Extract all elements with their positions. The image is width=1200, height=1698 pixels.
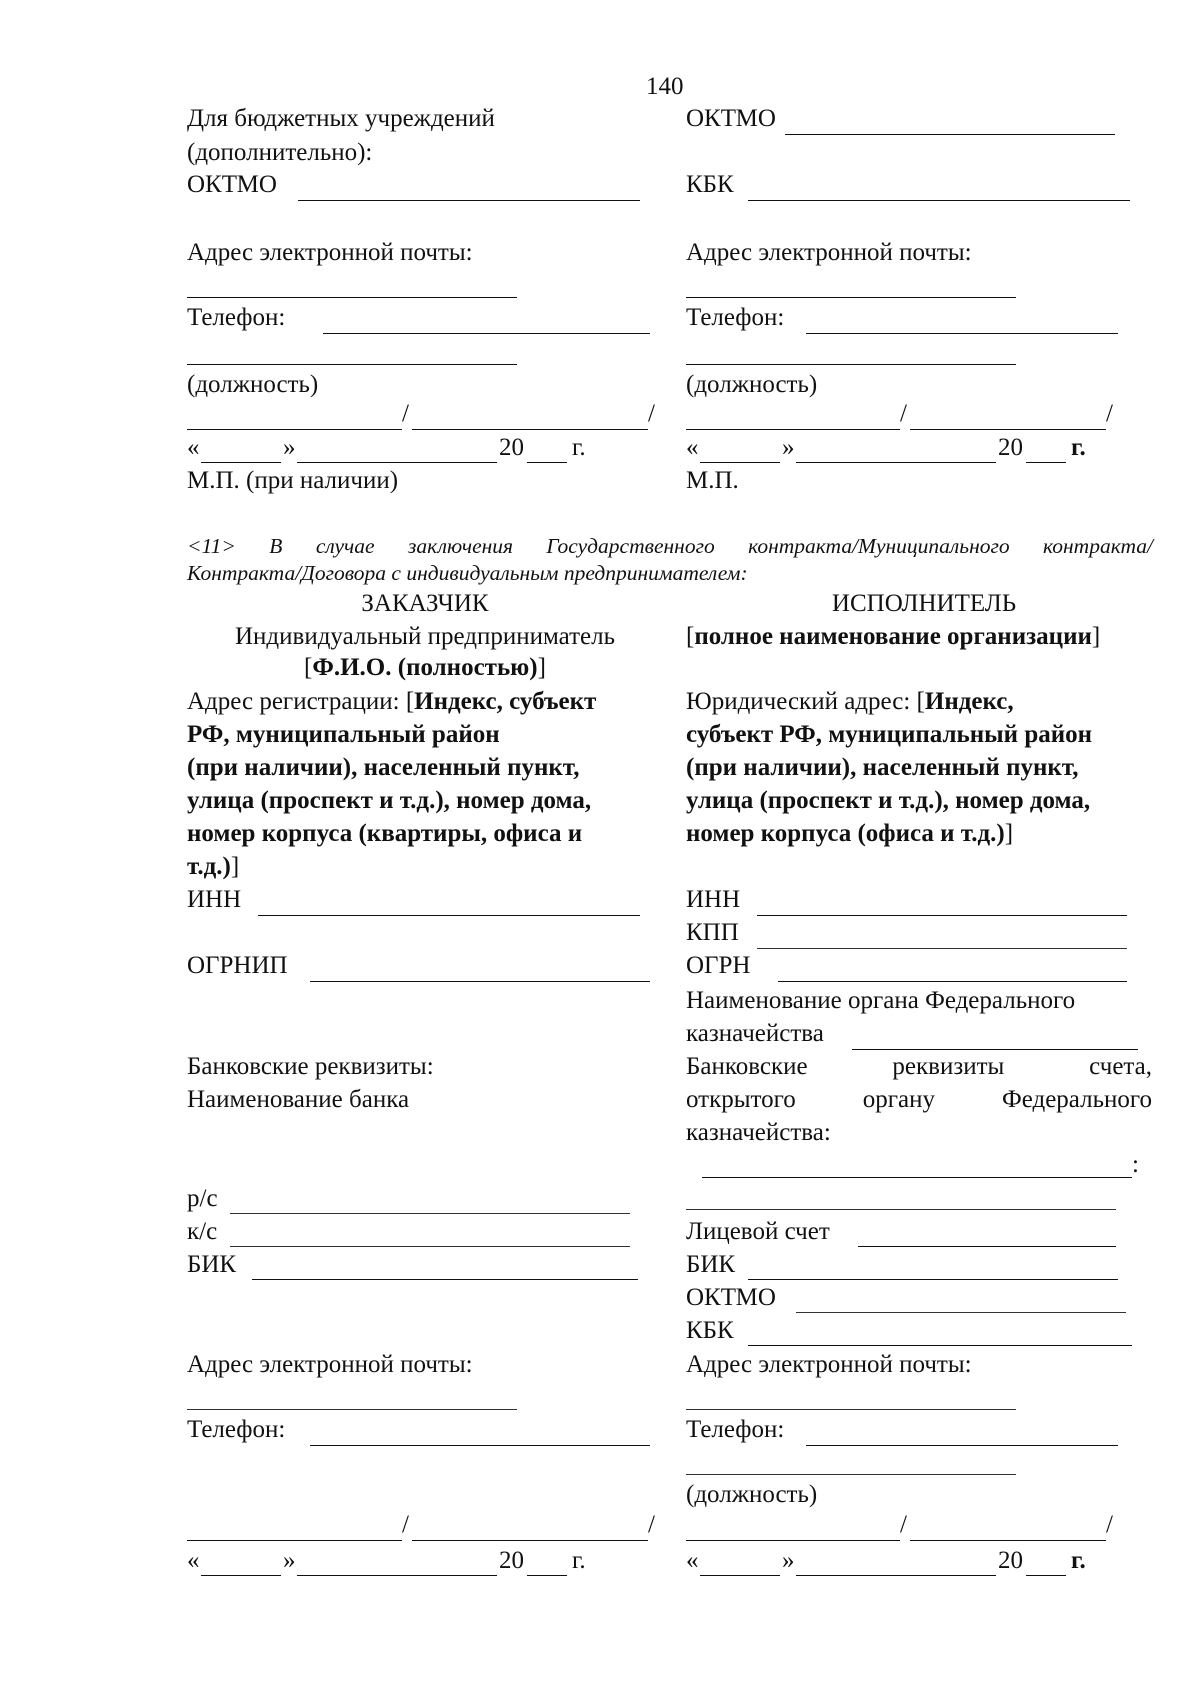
right-phone-field[interactable]	[806, 333, 1118, 334]
right-stamp: М.П.	[686, 467, 739, 494]
left-signature-field[interactable]	[187, 429, 402, 430]
customer-date-year-suffix: г.	[572, 1547, 586, 1574]
contractor-address-line-2: субъект РФ, муниципальный район	[686, 721, 1093, 748]
left-name-field[interactable]	[412, 429, 648, 430]
contractor-email-label: Адрес электронной почты:	[686, 1351, 972, 1378]
contractor-email-field[interactable]	[686, 1409, 1016, 1410]
contractor-date-day-field[interactable]	[700, 1575, 780, 1576]
customer-ogrnip-label: ОГРНИП	[187, 952, 288, 979]
contractor-date-quote-open: «	[686, 1547, 699, 1574]
customer-date-year-field[interactable]	[527, 1575, 567, 1576]
left-date-year-prefix: 20	[499, 434, 524, 461]
left-date-day-field[interactable]	[201, 462, 281, 463]
right-name-field[interactable]	[910, 429, 1106, 430]
contractor-signature-field[interactable]	[686, 1540, 900, 1541]
customer-bik-field[interactable]	[252, 1279, 638, 1280]
right-kbk-label: КБК	[686, 171, 734, 198]
right-phone-label: Телефон:	[686, 304, 785, 331]
budget-label-2: (дополнительно):	[187, 139, 373, 166]
left-date-quote-open: «	[187, 434, 200, 461]
contractor-bik-field[interactable]	[748, 1279, 1118, 1280]
right-date-quote-close: »	[782, 434, 795, 461]
customer-inn-field[interactable]	[258, 915, 640, 916]
contractor-position-field[interactable]	[686, 1474, 1016, 1475]
contractor-date-quote-close: »	[782, 1547, 795, 1574]
left-date-year-suffix: г.	[572, 434, 586, 461]
contractor-personal-account-field[interactable]	[858, 1246, 1116, 1247]
customer-address-line-3: (при наличии), населенный пункт,	[187, 754, 580, 781]
customer-inn-label: ИНН	[187, 886, 242, 913]
right-date-day-field[interactable]	[700, 462, 780, 463]
customer-bank-name: Наименование банка	[187, 1086, 410, 1113]
contractor-account-colon: :	[1132, 1151, 1139, 1178]
contractor-treasury-line-2: казначейства	[686, 1020, 824, 1047]
right-date-year-field[interactable]	[1026, 462, 1066, 463]
contractor-heading: ИСПОЛНИТЕЛЬ	[831, 590, 1017, 617]
contractor-name: [полное наименование организации]	[686, 623, 1101, 650]
contractor-kpp-field[interactable]	[757, 948, 1127, 949]
customer-bank-details: Банковские реквизиты:	[187, 1053, 434, 1080]
contractor-address-line-3: (при наличии), населенный пункт,	[686, 754, 1079, 781]
contractor-address-line-4: улица (проспект и т.д.), номер дома,	[686, 787, 1091, 814]
right-signature-field[interactable]	[686, 429, 900, 430]
right-oktmo-label: ОКТМО	[686, 105, 776, 132]
customer-date-day-field[interactable]	[201, 1575, 281, 1576]
right-oktmo-field[interactable]	[785, 134, 1115, 135]
left-phone-label: Телефон:	[187, 304, 286, 331]
left-date-quote-close: »	[283, 434, 296, 461]
left-date-month-field[interactable]	[297, 462, 497, 463]
contractor-bank-details-line-1: Банковские реквизиты счета,	[686, 1053, 1152, 1080]
contractor-signature-slash: /	[900, 1511, 907, 1538]
customer-name-field[interactable]	[412, 1540, 648, 1541]
contractor-treasury-field[interactable]	[852, 1049, 1138, 1050]
left-phone-field[interactable]	[323, 333, 650, 334]
customer-phone-field[interactable]	[310, 1445, 650, 1446]
customer-date-quote-open: «	[187, 1547, 200, 1574]
contractor-date-year-suffix: г.	[1071, 1547, 1086, 1574]
footnote-line-1: <11> В случае заключения Государственного контракта/Муниципального контракта/	[187, 534, 1153, 558]
customer-signature-slash: /	[402, 1511, 409, 1538]
left-name-slash: /	[648, 400, 655, 427]
contractor-name-field[interactable]	[910, 1540, 1106, 1541]
page-number: 140	[646, 73, 684, 100]
contractor-oktmo-field[interactable]	[796, 1312, 1126, 1313]
right-date-year-prefix: 20	[998, 434, 1023, 461]
budget-label: Для бюджетных учреждений	[187, 105, 495, 132]
customer-date-quote-close: »	[283, 1547, 296, 1574]
contractor-personal-account-label: Лицевой счет	[686, 1218, 830, 1245]
customer-ks-label: к/с	[187, 1218, 218, 1245]
footnote-line-2: Контракта/Договора с индивидуальным предпринимателем:	[187, 561, 748, 585]
customer-ks-field[interactable]	[230, 1246, 630, 1247]
right-email-field[interactable]	[686, 297, 1016, 298]
right-date-month-field[interactable]	[796, 462, 996, 463]
contractor-address-line-5: номер корпуса (офиса и т.д.)]	[686, 820, 1014, 847]
right-date-year-suffix: г.	[1071, 434, 1086, 461]
customer-address-line-4: улица (проспект и т.д.), номер дома,	[187, 787, 592, 814]
contractor-inn-field[interactable]	[757, 915, 1127, 916]
contractor-date-month-field[interactable]	[796, 1575, 996, 1576]
contractor-kpp-label: КПП	[686, 919, 739, 946]
customer-date-month-field[interactable]	[297, 1575, 497, 1576]
right-signature-slash: /	[900, 400, 907, 427]
left-signature-slash: /	[402, 400, 409, 427]
left-oktmo-field[interactable]	[298, 200, 640, 201]
left-email-label: Адрес электронной почты:	[187, 239, 473, 266]
customer-ogrnip-field[interactable]	[310, 981, 650, 982]
left-position-field[interactable]	[187, 364, 517, 365]
customer-rs-label: р/с	[187, 1185, 218, 1212]
contractor-phone-field[interactable]	[806, 1445, 1118, 1446]
contractor-kbk-label: КБК	[686, 1317, 734, 1344]
customer-signature-field[interactable]	[187, 1540, 402, 1541]
left-position-label: (должность)	[187, 371, 319, 398]
contractor-phone-label: Телефон:	[686, 1416, 785, 1443]
contractor-bank-details-line-3: казначейства:	[686, 1119, 831, 1146]
right-email-label: Адрес электронной почты:	[686, 239, 972, 266]
left-date-year-field[interactable]	[527, 462, 567, 463]
customer-type: Индивидуальный предприниматель	[235, 623, 615, 650]
contractor-address-line-1: Юридический адрес: [Индекс,	[686, 688, 1014, 715]
contractor-name-slash: /	[1106, 1511, 1113, 1538]
contractor-bik-label: БИК	[686, 1251, 736, 1278]
contractor-treasury-line-1: Наименование органа Федерального	[686, 987, 1076, 1014]
contractor-inn-label: ИНН	[686, 886, 741, 913]
customer-email-label: Адрес электронной почты:	[187, 1351, 473, 1378]
customer-date-year-prefix: 20	[499, 1547, 524, 1574]
contractor-position-label: (должность)	[686, 1481, 818, 1508]
contractor-account-field-2[interactable]	[686, 1209, 1116, 1210]
customer-address-line-6: т.д.)]	[187, 853, 240, 880]
right-kbk-field[interactable]	[748, 200, 1130, 201]
left-stamp: М.П. (при наличии)	[187, 467, 399, 494]
customer-bik-label: БИК	[187, 1251, 237, 1278]
right-position-label: (должность)	[686, 371, 818, 398]
left-email-field[interactable]	[187, 297, 517, 298]
contractor-date-year-field[interactable]	[1026, 1575, 1066, 1576]
contractor-oktmo-label: ОКТМО	[686, 1284, 776, 1311]
customer-rs-field[interactable]	[230, 1213, 630, 1214]
customer-name: [Ф.И.О. (полностью)]	[304, 654, 546, 681]
customer-address-line-5: номер корпуса (квартиры, офиса и	[187, 820, 583, 847]
customer-address-line-1: Адрес регистрации: [Индекс, субъект	[187, 688, 597, 715]
customer-heading: ЗАКАЗЧИК	[361, 590, 489, 617]
customer-email-field[interactable]	[187, 1409, 517, 1410]
contractor-date-year-prefix: 20	[998, 1547, 1023, 1574]
right-position-field[interactable]	[686, 364, 1016, 365]
customer-address-line-2: РФ, муниципальный район	[187, 721, 500, 748]
customer-name-slash: /	[648, 1511, 655, 1538]
contractor-account-field[interactable]	[702, 1177, 1132, 1178]
right-date-quote-open: «	[686, 434, 699, 461]
left-oktmo-label: ОКТМО	[187, 171, 277, 198]
customer-phone-label: Телефон:	[187, 1416, 286, 1443]
contractor-ogrn-field[interactable]	[778, 981, 1127, 982]
contractor-kbk-field[interactable]	[748, 1345, 1132, 1346]
right-name-slash: /	[1106, 400, 1113, 427]
contractor-bank-details-line-2: открытого органу Федерального	[686, 1086, 1152, 1113]
contractor-ogrn-label: ОГРН	[686, 952, 751, 979]
